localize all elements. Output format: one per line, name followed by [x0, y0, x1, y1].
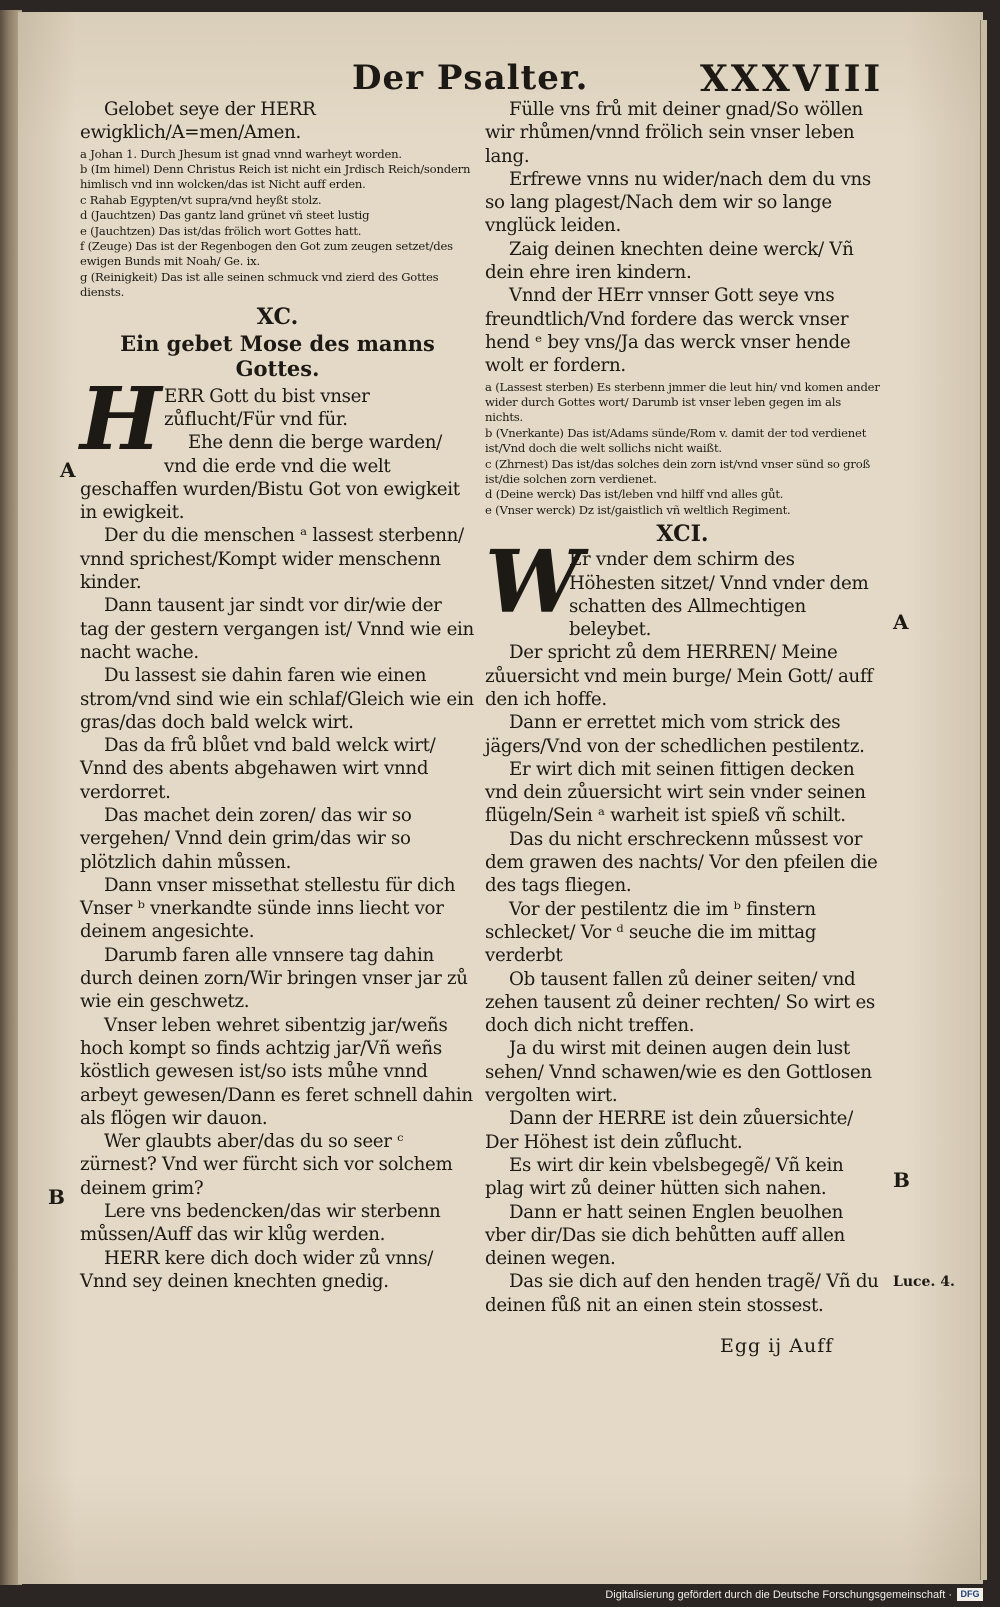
verse: Dann tausent jar sindt vor dir/wie der tag der gestern vergangen ist/ Vnnd wie ein nacht wache.: [80, 595, 474, 663]
verse: Vnser leben wehret sibentzig jar/weñs hoch kompt so finds achtzig jar/Vñ weñs köstlich gewesen ist/so ists můhe vnnd arbeyt gewesen/Dann es feret schnell dahin als flögen wir dauon.: [80, 1014, 473, 1129]
verse: Das machet dein zoren/ das wir so vergehen/ Vnnd dein grim/das wir so plötzlich dahin můssen.: [80, 805, 412, 873]
verse: Du lassest sie dahin faren wie einen strom/vnd sind wie ein schlaf/Gleich wie ein gras/das doch bald welck wirt.: [80, 665, 474, 733]
initial-paragraph-text: ERR Gott du bist vnser zůflucht/Für vnd für.: [164, 385, 370, 430]
note-e: e (Vnser werck) Dz ist/gaistlich vñ weltlich Regiment.: [485, 502, 791, 517]
note-d: d (Jauchtzen) Das gantz land grünet vñ steet lustig: [80, 208, 370, 223]
note-e: e (Jauchtzen) Das ist/das frölich wort Gottes hatt.: [80, 223, 362, 238]
dfg-logo: DFG: [957, 1588, 983, 1601]
verse: Lere vns bedencken/das wir sterbenn můssen/Auff das wir klůg werden.: [80, 1201, 441, 1246]
verse: Der du die menschen ᵃ lassest sterbenn/ vnnd sprichest/Kompt wider menschenn kinder.: [80, 525, 464, 594]
note-f: f (Zeuge) Das ist der Regenbogen den Got zum zeugen setzet/des ewigen Bunds mit Noah/ Ge. ix.: [80, 239, 453, 269]
verse: Das da frů blůet vnd bald welck wirt/ Vnnd des abents abgehawen wirt vnnd verdorret.: [80, 735, 436, 803]
verse: Er wirt dich mit seinen fittigen decken vnd dein zůuersicht wirt sein vnder seinen flügeln/Sein ᵃ warheit ist spieß vñ schilt.: [485, 758, 866, 827]
verse: Es wirt dir kein vbelsbegegẽ/ Vñ kein plag wirt zů deiner hütten sich nahen.: [485, 1154, 844, 1200]
left-notes: [80, 147, 475, 301]
margin-letter-a-right: A: [893, 610, 909, 634]
margin-reference: Luce. 4.: [893, 1274, 955, 1290]
verse: Fülle vns frů mit deiner gnad/So wöllen wir rhůmen/vnnd frölich sein vnser leben lang.: [485, 99, 863, 167]
verse: Vnnd der HErr vnnser Gott seye vns freundtlich/Vnd fordere das werck vnser hend ᵉ bey vns/Ja das werck vnser hende wolt er fordern.: [485, 285, 851, 377]
note-b: b (Im himel) Denn Christus Reich ist nicht ein Jrdisch Reich/sondern himlisch vnd inn wolcken/das ist Nicht auff erden.: [80, 162, 471, 192]
footer-credit: Digitalisierung gefördert durch die Deutsche Forschungsgemeinschaft ·: [605, 1589, 952, 1601]
verse: Dann vnser missethat stellestu für dich Vnser ᵇ vnerkandte sünde inns liecht vor deinem angesichte.: [80, 874, 456, 943]
dropcap-initial: W: [485, 532, 582, 634]
verse: Vor der pestilentz die im ᵇ finstern schlecket/ Vor ᵈ seuche die im mittag verderbt: [485, 898, 817, 967]
verse: Darumb faren alle vnnsere tag dahin durch deinen zorn/Wir bringen vnser jar zů wie ein geschwetz.: [80, 944, 468, 1013]
note-b: b (Vnerkante) Das ist/Adams sünde/Rom v. damit der tod verdienet ist/Vnd doch die welt sollichs nicht waißt.: [485, 425, 867, 456]
folio-number: XXXVIII: [700, 58, 884, 100]
verse: Dann er errettet mich vom strick des jägers/Vnd von der schedlichen pestilentz.: [485, 712, 865, 757]
note-c: c (Zhrnest) Das ist/das solches dein zorn ist/vnd vnser sünd so groß ist/die solchen zorn verdienet.: [485, 456, 871, 486]
verse: Dann er hatt seinen Englen beuolhen vber dir/Das sie dich behůtten auff allen deinen wegen.: [485, 1201, 845, 1270]
verse: Dann der HERRE ist dein zůuersichte/ Der Höhest ist dein zůflucht.: [485, 1108, 853, 1153]
note-a: a Johan 1. Durch Jhesum ist gnad vnnd warheyt worden.: [80, 146, 402, 161]
verse: HERR kere dich doch wider zů vnns/ Vnnd sey deinen knechten gnedig.: [80, 1247, 434, 1292]
verse: Wer glaubts aber/das du so seer ᶜ zürnest? Vnd wer fürcht sich vor solchem deinem grim?: [80, 1131, 453, 1199]
dropcap-initial: H: [80, 368, 161, 470]
psalm-heading: Ein gebet Mose des manns: [120, 330, 435, 356]
closing-verse: Gelobet seye der HERR ewigklich/A=men/Amen.: [80, 99, 316, 144]
initial-paragraph-text: Er vnder dem schirm des Höhesten sitzet/ Vnnd vnder dem schatten des Allmechtigen beleybet.: [569, 549, 869, 641]
verse: Ja du wirst mit deinen augen dein lust sehen/ Vnnd schawen/wie es den Gottlosen vergolten wirt.: [485, 1038, 872, 1107]
note-d: d (Deine werck) Das ist/leben vnd hilff vnd alles gůt.: [485, 487, 784, 502]
note-g: g (Reinigkeit) Das ist alle seinen schmuck vnd zierd des Gottes diensts.: [80, 269, 439, 300]
psalm-number-91: XCI.: [656, 521, 709, 548]
signature-catchword: Egg ij Auff: [720, 1335, 834, 1357]
verse: Zaig deinen knechten deine werck/ Vñ dein ehre iren kindern.: [485, 238, 854, 284]
running-title: Der Psalter.: [352, 58, 589, 98]
note-a: a (Lassest sterben) Es sterbenn jmmer die leut hin/ vnd komen ander wider durch Gottes wort/ Darumb ist vnser leben gegen im als nichts.: [485, 379, 880, 425]
psalm-number-90: XC.: [256, 303, 299, 330]
verse: Das du nicht erschreckenn můssest vor dem grawen des nachts/ Vor den pfeilen die des tags fliegen.: [485, 828, 878, 897]
right-column: [485, 98, 880, 1317]
left-column: [80, 98, 475, 1293]
margin-letter-b-left: B: [48, 1185, 65, 1209]
verse: Ob tausent fallen zů deiner seiten/ vnd zehen tausent zů deiner rechten/ So wirt es doch dich nicht treffen.: [485, 968, 875, 1037]
verse: Das sie dich auf den henden tragẽ/ Vñ du deinen fůß nit an einen stein stossest.: [485, 1271, 879, 1316]
verse: Ehe denn die berge warden/ vnd die erde vnd die welt geschaffen wurden/Bistu Got von ewigkeit in ewigkeit.: [80, 432, 460, 524]
verse: Der spricht zů dem HERREN/ Meine zůuersicht vnd mein burge/ Mein Gott/ auff den ich hoffe.: [485, 642, 873, 710]
margin-letter-a-left: A: [60, 458, 76, 482]
margin-letter-b-right: B: [893, 1168, 910, 1192]
right-notes: [485, 380, 880, 519]
note-c: c Rahab Egypten/vt supra/vnd heyßt stolz.: [80, 192, 322, 207]
page-edge: [980, 20, 987, 1580]
verse: Erfrewe vnns nu wider/nach dem du vns so lang plagest/Nach dem wir so lange vnglück leiden.: [485, 168, 871, 237]
psalm-heading-cont: Gottes.: [235, 355, 320, 381]
